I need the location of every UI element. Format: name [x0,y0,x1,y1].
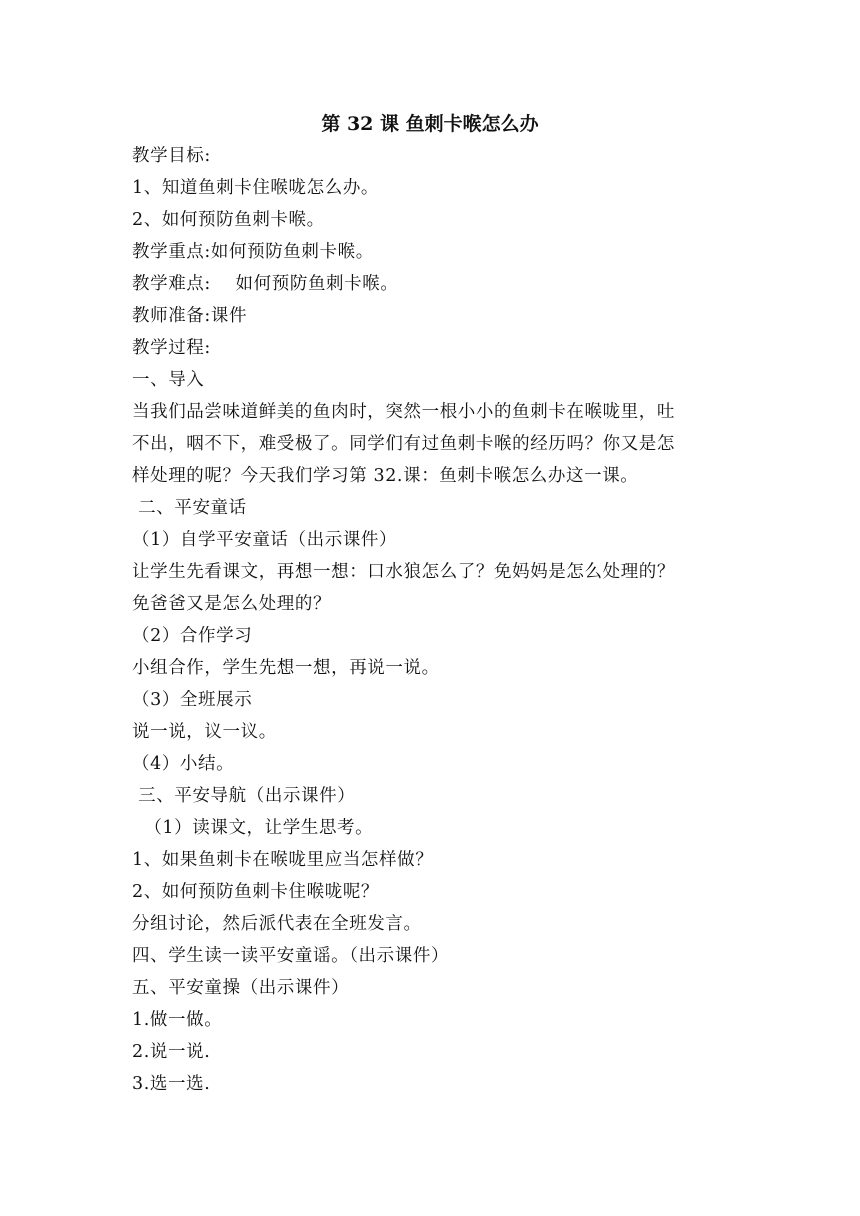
text-line: （2）合作学习 [132,626,253,646]
text-line: 当我们品尝味道鲜美的鱼肉时，突然一根小小的鱼刺卡在喉咙里，吐 [132,402,675,422]
text-line: 教学重点:如何预防鱼刺卡喉。 [132,242,374,262]
text-line: 2、如何预防鱼刺卡住喉咙呢？ [132,882,380,902]
lesson-title: 第 32 课 鱼刺卡喉怎么办 [321,113,539,135]
text-line: （1）读课文，让学生思考。 [132,818,374,838]
text-line: 说一说，议一议。 [132,722,277,742]
text-line: 教学目标: [132,146,211,166]
text-line: （3）全班展示 [132,690,253,710]
text-line: （1）自学平安童话（出示课件） [132,530,398,550]
section-heading: 三、平安导航（出示课件） [132,786,356,806]
text-line: 分组讨论，然后派代表在全班发言。 [132,914,422,934]
text-line: 免爸爸又是怎么处理的？ [132,594,332,614]
section-heading: 五、平安童操（出示课件） [132,978,350,998]
text-line: 1、知道鱼刺卡住喉咙怎么办。 [132,178,380,198]
section-heading: 四、学生读一读平安童谣。（出示课件） [132,946,450,966]
text-line: 让学生先看课文，再想一想：口水狼怎么了？免妈妈是怎么处理的？ [132,562,675,582]
lesson-body [132,140,732,1100]
text-line: 1.做一做。 [132,1010,223,1030]
text-line: 教师准备:课件 [132,306,248,326]
text-line: （4）小结。 [132,754,235,774]
text-line: 2.说一说. [132,1042,211,1062]
text-line: 教学难点: 如何预防鱼刺卡喉。 [132,274,399,294]
text-line: 教学过程: [132,338,211,358]
section-heading: 二、平安童话 [132,498,247,518]
text-line: 不出，咽不下，难受极了。同学们有过鱼刺卡喉的经历吗？你又是怎 [132,434,675,454]
section-heading: 一、导入 [132,370,205,390]
text-line: 样处理的呢？今天我们学习第 32.课：鱼刺卡喉怎么办这一课。 [132,466,639,486]
text-line: 3.选一选. [132,1074,211,1094]
text-line: 1、如果鱼刺卡在喉咙里应当怎样做？ [132,850,434,870]
text-line: 小组合作，学生先想一想，再说一说。 [132,658,440,678]
text-line: 2、如何预防鱼刺卡喉。 [132,210,325,230]
